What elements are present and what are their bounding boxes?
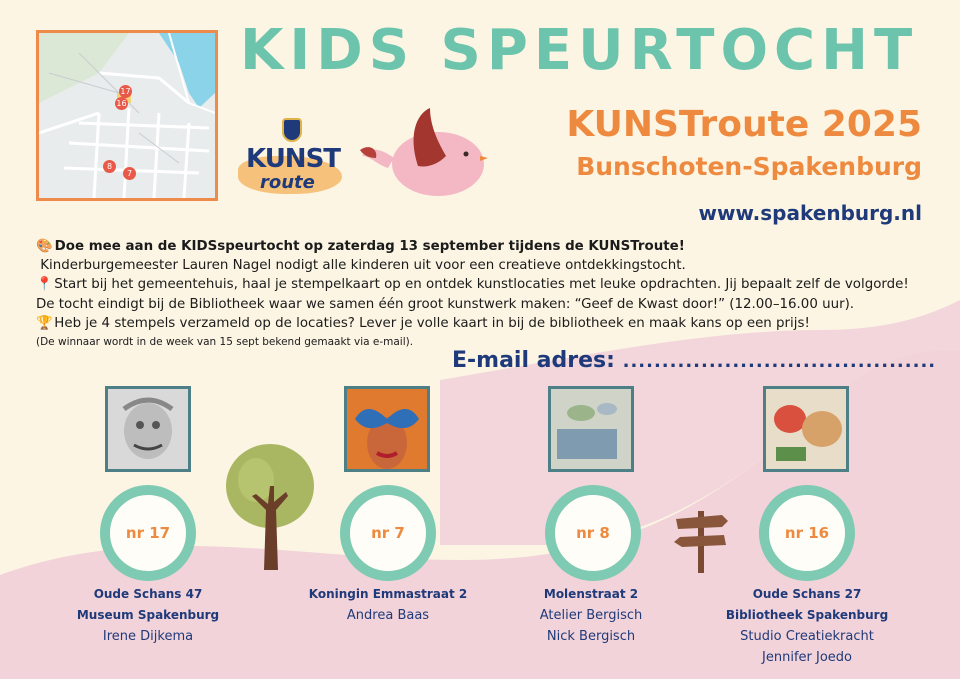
station-address-16: Oude Schans 27 Bibliotheek Spakenburg Studio Creatiekracht Jennifer Joedo: [725, 587, 889, 665]
intro-line-2: Kinderburgemeester Lauren Nagel nodigt alle kinderen uit voor een creatieve ontdekkingstocht.: [40, 258, 686, 274]
logo-sub-text: route: [260, 172, 315, 193]
station-address-17: Oude Schans 47 Museum Spakenburg Irene Dijkema: [76, 587, 220, 644]
intro-text: [36, 237, 936, 352]
station-photo-17: [105, 386, 191, 472]
station-photo-7: [344, 386, 430, 472]
map-marker-7: 7: [123, 167, 136, 180]
intro-line-3: 📍 Start bij het gemeentehuis, haal je stempelkaart op en ontdek kunstlocaties met leuke opdrachten. Jij bepaalt zelf de volgorde!: [36, 275, 936, 294]
page-title: KIDS SPEURTOCHT: [240, 18, 919, 83]
kunstroute-logo: [238, 118, 346, 208]
station-number-8: nr 8: [545, 485, 641, 581]
station-number-16: nr 16: [759, 485, 855, 581]
intro-line-5: 🏆 Heb je 4 stempels verzameld op de locaties? Lever je volle kaart in bij de bibliotheek en maak kans op een prijs!: [36, 314, 936, 333]
bird-illustration: [358, 106, 490, 202]
route-map: [36, 30, 218, 201]
email-dots: ........................................: [622, 351, 937, 372]
map-marker-17: 17: [120, 87, 131, 96]
logo-main-text: KUNST: [246, 144, 341, 174]
station-number-7: nr 7: [340, 485, 436, 581]
station-number-17: nr 17: [100, 485, 196, 581]
event-location: Bunschoten-Spakenburg: [576, 152, 922, 181]
email-label: E-mail adres:: [452, 348, 615, 373]
trophy-icon: 🏆: [36, 315, 53, 331]
map-marker-8: 8: [103, 160, 116, 173]
pin-icon: 📍: [36, 277, 53, 293]
station-photo-8: [548, 386, 634, 472]
tree-illustration: [222, 440, 318, 570]
station-photo-16: [763, 386, 849, 472]
station-address-7: Koningin Emmastraat 2 Andrea Baas: [308, 587, 468, 623]
station-address-8: Molenstraat 2 Atelier Bergisch Nick Bergisch: [539, 587, 643, 644]
event-subtitle: KUNSTroute 2025: [566, 104, 922, 145]
intro-line-4: De tocht eindigt bij de Bibliotheek waar we samen één groot kunstwerk maken: “Geef de Kwast door!” (12.00–16.00 uur).: [36, 296, 855, 312]
intro-line-1: 🎨 Doe mee aan de KIDSspeurtocht op zaterdag 13 september tijdens de KUNSTroute!: [36, 237, 936, 256]
intro-line-6: (De winnaar wordt in de week van 15 sept bekend gemaakt via e-mail).: [36, 336, 414, 349]
map-marker-16: 16: [116, 99, 127, 108]
crest-icon: [282, 118, 302, 142]
signpost-illustration: [672, 505, 732, 573]
email-field[interactable]: [452, 348, 936, 373]
website-link[interactable]: www.spakenburg.nl: [698, 201, 922, 225]
palette-icon: 🎨: [36, 239, 53, 254]
